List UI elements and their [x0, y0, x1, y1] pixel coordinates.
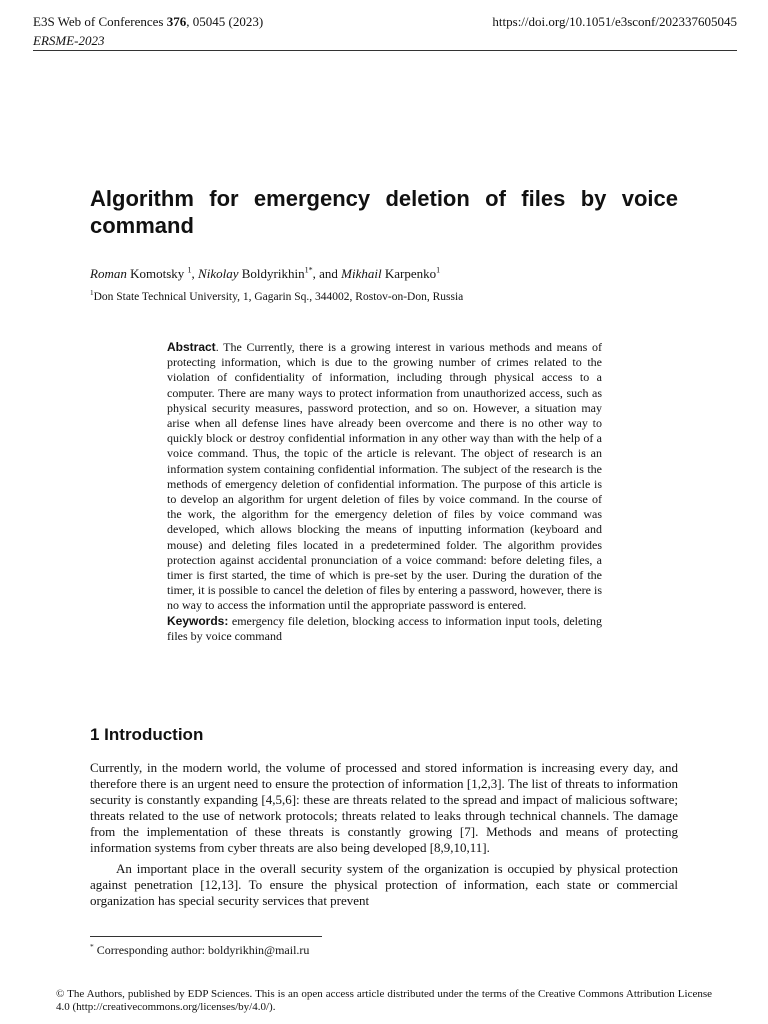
abstract-text: . The Currently, there is a growing interest in various methods and means of protecting information, which is due to the growing number of crimes related to the violation of confidentiality of information, including through physical access to a computer. There are many ways to protect information from unauthorized access, such as physical security measures, password protection, and so on. However, a situation may arise when all defense lines have already been overcome and there is no other way to quickly block or destroy confidential information in any other way than with the help of a voice command. Thus, the topic of the article is relevant. The object of research is an information system containing confidential information. The subject of the research is the methods of emergency deletion of confidential information. The purpose of this article is to develop an algorithm for urgent deletion of files by voice command. In the course of the work, the algorithm for the emergency deletion of files by voice command was developed, which allows blocking the means of inputting information (keyboard and mouse) and deleting files located in a predetermined folder. The algorithm provides protection against accidental pronunciation of a voice command: before deleting files, a timer is first started, the time of which is pre-set by the user. During the duration of the timer, it is possible to cancel the deletion of files by entering a password, however, there is no way to access the information until the appropriate password is entered. [167, 340, 602, 613]
paragraph: Currently, in the modern world, the volume of processed and stored information is increasing every day, and therefore there is an urgent need to ensure the protection of information [1,2,3]. The list of threats to information security is constantly expanding [4,5,6]: these are threats related to the spread and impact of malicious software; threats related to the use of network protocols; threats related to leaks through technical channels. The damage from the implementation of these threats is constantly growing [7]. Methods and means of protecting information systems from cyber threats are also being developed [8,9,10,11]. [90, 760, 678, 856]
abstract-block [167, 340, 602, 644]
keywords-text: emergency file deletion, blocking access to information input tools, deleting files by voice command [167, 613, 602, 643]
volume-number: 376 [166, 14, 187, 29]
affiliation: $^1$Don State Technical University, 1, Gagarin Sq., 344002, Rostov-on-Don, Russia [90, 289, 464, 303]
section-body [90, 760, 678, 909]
running-header-left [33, 12, 263, 50]
license-notice: © The Authors, published by EDP Sciences. This is an open access article distributed under the terms of the Creative Commons Attribution License 4.0 (http://creativecommons.org/licenses/by/4.0/). [56, 988, 712, 1013]
section-heading: 1 Introduction [90, 725, 204, 744]
paper-title: Algorithm for emergency deletion of files by voice command [90, 186, 678, 238]
abstract-label: Abstract [167, 340, 216, 354]
doi-link[interactable]: https://doi.org/10.1051/e3sconf/202337605045 [492, 14, 737, 29]
keywords-label: Keywords: [167, 613, 229, 628]
header-divider [33, 50, 737, 51]
journal-citation: E3S Web of Conferences 376, 05045 (2023) [33, 14, 264, 29]
footnote: * Corresponding author: boldyrikhin@mail.ru [90, 942, 310, 957]
paragraph: An important place in the overall security system of the organization is occupied by physical protection against penetration [12,13]. To ensure the physical protection of information, each state or commercial organization has special security services that prevent [90, 860, 678, 908]
author-list: Roman Komotsky $^1$, Nikolay Boldyrikhin$^{1*}$, and Mikhail Karpenko$^1$ [90, 265, 441, 281]
conference-name: ERSME-2023 [33, 33, 105, 48]
footnote-divider [90, 936, 322, 937]
